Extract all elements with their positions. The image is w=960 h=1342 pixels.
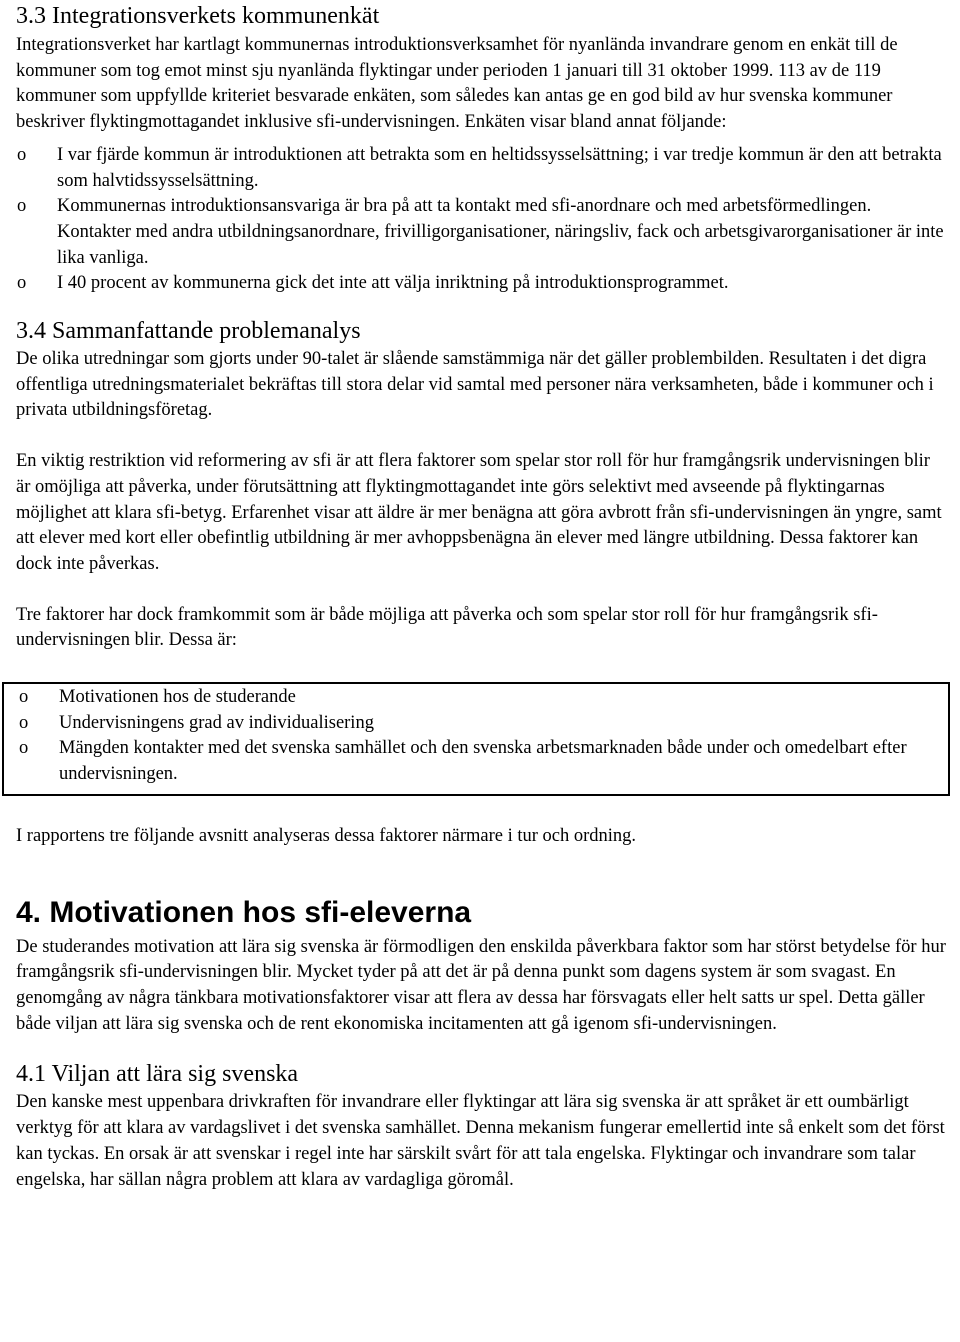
section-heading-3-3: 3.3 Integrationsverkets kommunenkät bbox=[16, 3, 380, 29]
list-item bbox=[16, 271, 946, 297]
section-4-1-paragraph: Den kanske mest uppenbara drivkraften för invandrare eller flyktingar att lära sig svenska är att språket är ett oumbärligt verktyg för att klara av vardagslivet i det svenska samhället. Denna mekanism fungerar emellertid inte så enkelt som det först kan tyckas. En orsak är att svenskar i regel inte har särskilt svårt för att tala engelska. Flyktingar och invandrare som talar engelska, har sällan några problem att klara av vardagliga göromål. bbox=[16, 1092, 945, 1190]
bullet-marker: o bbox=[19, 687, 29, 708]
list-item-text: Motivationen hos de studerande bbox=[59, 687, 296, 708]
chapter-heading-4: 4. Motivationen hos sfi-eleverna bbox=[16, 895, 472, 929]
section-heading-4-1: 4.1 Viljan att lära sig svenska bbox=[16, 1061, 299, 1088]
section-3-4-paragraph-2: En viktig restriktion vid reformering av sfi är att flera faktorer som spelar stor roll för hur framgångsrik undervisningen blir är omöjliga att påverka, under förutsättning att flyktingmottagandet inte görs selektivt med avseende på flyktingarnas möjlighet att klara sfi-betyg. Erfarenhet visar att äldre är mer benägna att göra avbrott från sfi-undervisningen än yngre, samt att elever med kort eller obefintlig utbildning är mer avhoppsbenägna än elever med längre utbildning. Dessa faktorer kan dock inte påverkas. bbox=[16, 451, 942, 574]
list-item-text: I var fjärde kommun är introduktionen att betrakta som en heltidssysselsättning; i var tredje kommun är den att betrakta som halvtidssysselsättning. bbox=[57, 144, 942, 191]
factors-list bbox=[18, 685, 948, 788]
list-item bbox=[16, 194, 946, 271]
bullet-marker: o bbox=[17, 196, 27, 217]
section-3-4-paragraph-3: Tre faktorer har dock framkommit som är både möjliga att påverka och som spelar stor roll för hur framgångsrik sfi-undervisningen blir. Dessa är: bbox=[16, 604, 878, 651]
chapter-4-paragraph: De studerandes motivation att lära sig svenska är förmodligen den enskilda påverkbara faktor som har störst betydelse för hur framgångsrik sfi-undervisningen blir. Mycket tyder på att det är på denna punkt som dagens system är som svagast. En genomgång av några tänkbara motivationsfaktorer visar att flera av dessa har försvagats eller helt satts ur spel. Detta gäller både viljan att lära sig svenska och de rent ekonomiska incitamenten att gå igenom sfi-undervisningen. bbox=[16, 936, 946, 1034]
list-item-text: Mängden kontakter med det svenska samhället och den svenska arbetsmarknaden både under och omedelbart efter undervisningen. bbox=[59, 738, 907, 785]
list-item bbox=[16, 143, 946, 194]
survey-findings-list bbox=[16, 143, 946, 297]
bullet-marker: o bbox=[17, 273, 27, 294]
section-3-4-paragraph-4: I rapportens tre följande avsnitt analyseras dessa faktorer närmare i tur och ordning. bbox=[16, 825, 637, 846]
section-heading-3-4: 3.4 Sammanfattande problemanalys bbox=[16, 318, 361, 345]
bullet-marker: o bbox=[19, 738, 29, 759]
list-item-text: Kommunernas introduktionsansvariga är bra på att ta kontakt med sfi-anordnare och med arbetsförmedlingen. Kontakter med andra utbildningsanordnare, frivilligorganisationer, näringsliv, fack och arbetsgivarorganisationer är inte lika vanliga. bbox=[57, 196, 944, 268]
list-item-text: Undervisningens grad av individualisering bbox=[59, 712, 374, 733]
factors-box bbox=[2, 682, 950, 796]
document-page bbox=[16, 0, 946, 1193]
section-3-3-paragraph: Integrationsverket har kartlagt kommunernas introduktionsverksamhet för nyanlända invandrare genom en enkät till de kommuner som tog emot minst sju nyanlända flyktingar under perioden 1 januari till 31 oktober 1999. 113 av de 119 kommuner som uppfyllde kriteriet besvarade enkäten, som således kan antas ge en god bild av hur svenska kommuner beskriver flyktingmottagandet inklusive sfi-undervisningen. Enkäten visar bland annat följande: bbox=[16, 35, 898, 133]
list-item bbox=[18, 685, 948, 711]
section-3-4-paragraph-1: De olika utredningar som gjorts under 90-talet är slående samstämmiga när det gäller problembilden. Resultaten i det digra offentliga utredningsmaterialet bekräftas till stora delar vid samtal med personer nära verksamheten, både i kommuner och i privata utbildningsföretag. bbox=[16, 349, 934, 421]
bullet-marker: o bbox=[19, 712, 29, 733]
list-item-text: I 40 procent av kommunerna gick det inte att välja inriktning på introduktionsprogrammet. bbox=[57, 273, 729, 294]
list-item bbox=[18, 711, 948, 737]
list-item bbox=[18, 736, 948, 787]
bullet-marker: o bbox=[17, 144, 27, 165]
